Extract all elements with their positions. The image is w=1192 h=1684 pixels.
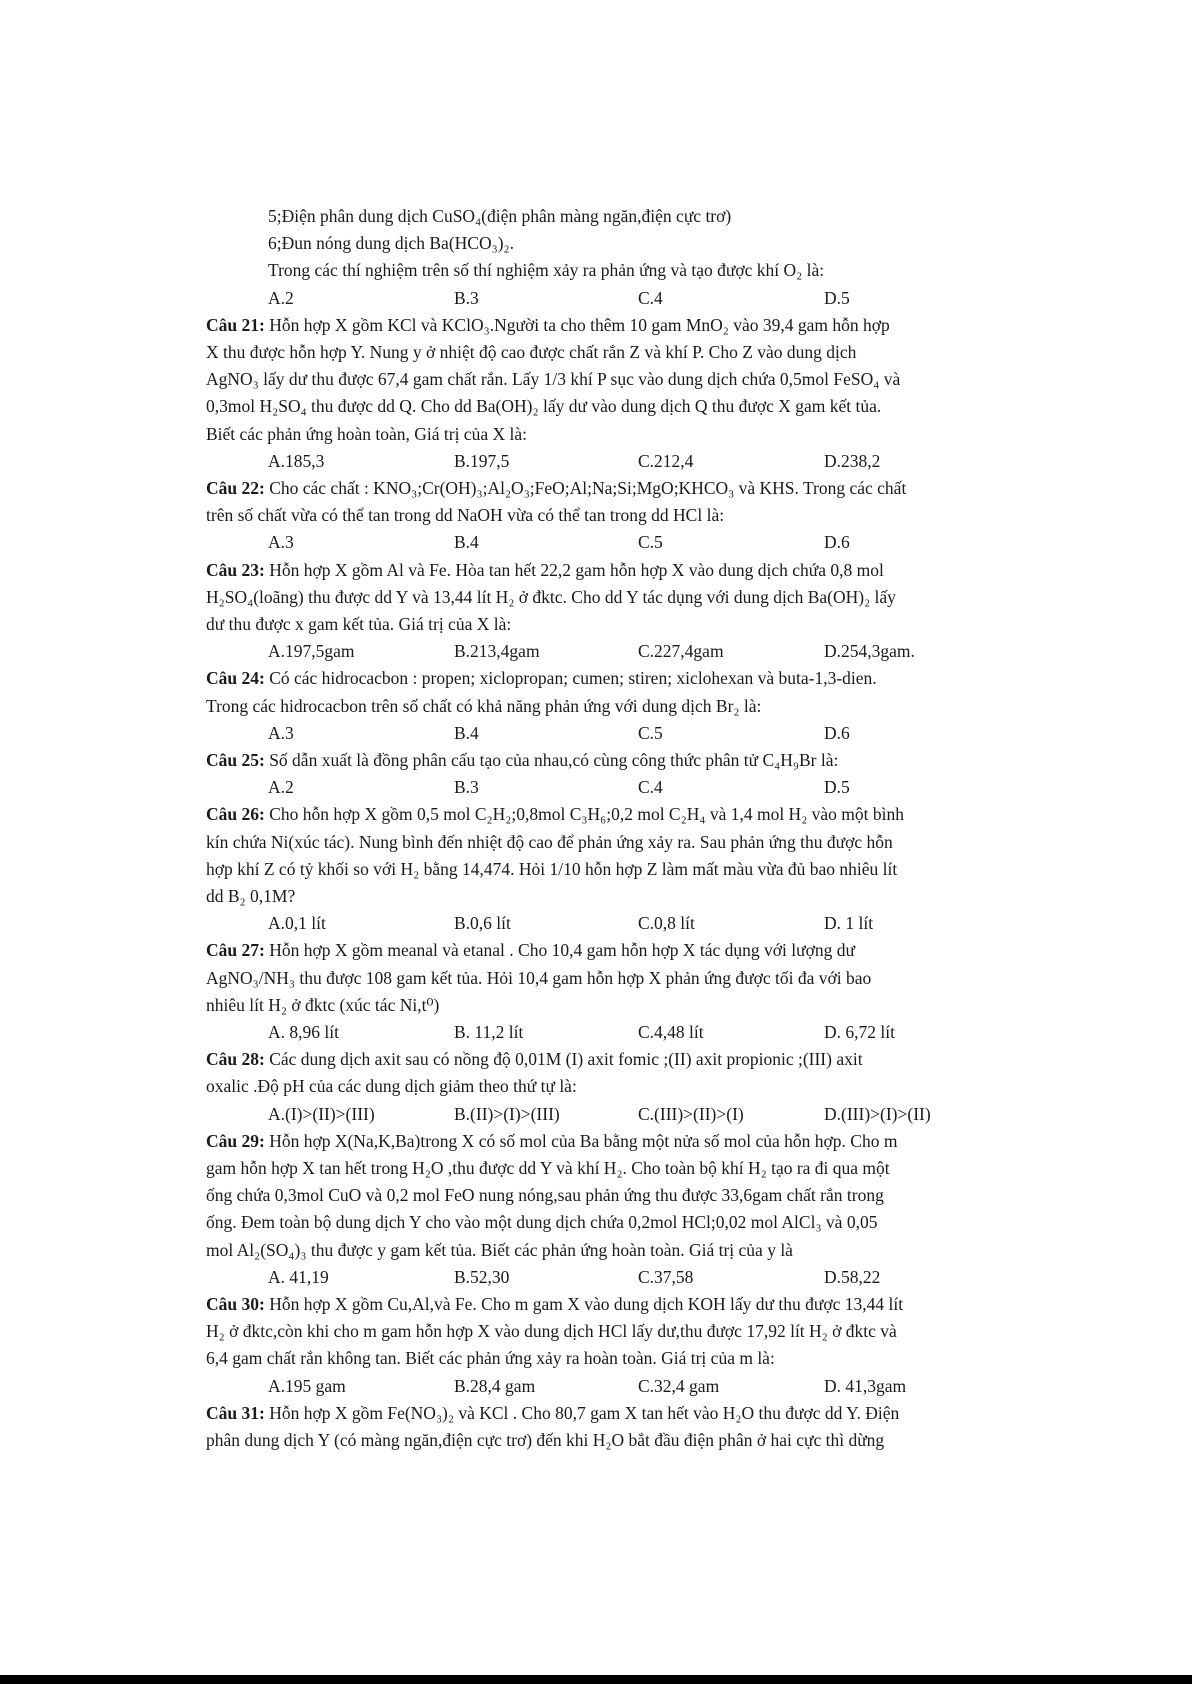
- option-a: A. 41,19: [268, 1266, 329, 1287]
- option-d: D.6: [824, 722, 850, 743]
- question-text: 6,4 gam chất rắn không tan. Biết các phản ứng xảy ra hoàn toàn. Giá trị của m là:: [206, 1348, 775, 1369]
- option-a: A.0,1 lít: [268, 913, 326, 934]
- question-text: Hỗn hợp X gồm Cu,Al,và Fe. Cho m gam X vào dung dịch KOH lấy dư thu được 13,44 lít: [269, 1293, 904, 1314]
- question-label: Câu 26:: [206, 804, 265, 825]
- question-text: Hỗn hợp X gồm Fe(NO₃)₂ và KCl . Cho 80,7 gam X tan hết vào H₂O thu được dd Y. Điện: [269, 1402, 900, 1423]
- question-text: Số dẫn xuất là đồng phân cấu tạo của nhau,có cùng công thức phân tử C₄H₉Br là:: [269, 749, 839, 770]
- option-a: A.3: [268, 532, 294, 553]
- option-d: D.238,2: [824, 450, 881, 471]
- answer-options: [206, 448, 1032, 475]
- question-label: Câu 30:: [206, 1293, 265, 1314]
- question-text: dd B₂ 0,1M?: [206, 885, 296, 906]
- option-a: A. 8,96 lít: [268, 1021, 339, 1042]
- question-text: oxalic .Độ pH của các dung dịch giảm theo thứ tự là:: [206, 1076, 577, 1097]
- question-text: X thu được hỗn hợp Y. Nung y ở nhiệt độ cao được chất rắn Z và khí P. Cho Z vào dung dịch: [206, 342, 857, 362]
- answer-options: [206, 1373, 1032, 1400]
- question-text: Trong các hidrocacbon trên số chất có khả năng phản ứng với dung dịch Br₂ là:: [206, 695, 762, 716]
- option-d: D. 1 lít: [824, 913, 874, 934]
- question-label: Câu 23:: [206, 559, 265, 580]
- question-label: Câu 24:: [206, 668, 265, 689]
- question-label: Câu 25:: [206, 749, 265, 770]
- option-d: D.5: [824, 777, 850, 798]
- question-23: [206, 557, 1032, 584]
- question-text: Có các hidrocacbon : propen; xiclopropan; cumen; stiren; xiclohexan và buta-1,3-dien.: [269, 668, 877, 689]
- question-31: [206, 1400, 1032, 1427]
- option-b: B.0,6 lít: [454, 913, 511, 934]
- option-b: B.4: [454, 532, 479, 553]
- option-b: B.3: [454, 287, 479, 308]
- question-label: Câu 29:: [206, 1130, 265, 1151]
- question-text: dư thu được x gam kết tủa. Giá trị của X là:: [206, 614, 512, 634]
- option-b: B.(II)>(I)>(III): [454, 1103, 560, 1124]
- option-c: C.4: [638, 287, 663, 308]
- question-text: Hỗn hợp X gồm Al và Fe. Hòa tan hết 22,2 gam hỗn hợp X vào dung dịch chứa 0,8 mol: [269, 559, 884, 580]
- question-label: Câu 31:: [206, 1402, 265, 1423]
- question-text: kín chứa Ni(xúc tác). Nung bình đến nhiệt độ cao để phản ứng xảy ra. Sau phản ứng thu được hỗn: [206, 831, 893, 852]
- question-text: nhiêu lít H₂ ở đktc (xúc tác Ni,t⁰): [206, 994, 440, 1015]
- option-c: C.5: [638, 532, 663, 553]
- option-c: C.(III)>(II)>(I): [638, 1103, 744, 1124]
- intro-line: Trong các thí nghiệm trên số thí nghiệm xảy ra phản ứng và tạo được khí O₂ là:: [268, 260, 825, 281]
- document-body: [206, 203, 1032, 1454]
- question-text: phân dung dịch Y (có màng ngăn,điện cực trơ) đến khi H₂O bắt đầu điện phân ở hai cực thì dừng: [206, 1429, 885, 1450]
- question-text: Các dung dịch axit sau có nồng độ 0,01M (I) axit fomic ;(II) axit propionic ;(III) axit: [269, 1049, 863, 1070]
- option-d: D.5: [824, 287, 850, 308]
- answer-options: [206, 720, 1032, 747]
- option-c: C.5: [638, 722, 663, 743]
- option-a: A.3: [268, 722, 294, 743]
- option-a: A.2: [268, 777, 294, 798]
- page-bottom-edge: [0, 1675, 1192, 1684]
- answer-options: [206, 529, 1032, 556]
- question-24: [206, 665, 1032, 692]
- question-text: hợp khí Z có tỷ khối so với H₂ bằng 14,474. Hỏi 1/10 hỗn hợp Z làm mất màu vừa đủ bao nhiêu lít: [206, 858, 898, 879]
- option-a: A.2: [268, 287, 294, 308]
- question-27: [206, 937, 1032, 964]
- question-26: [206, 801, 1032, 828]
- question-label: Câu 28:: [206, 1049, 265, 1070]
- option-c: C.32,4 gam: [638, 1375, 720, 1396]
- option-d: D.(III)>(I)>(II): [824, 1103, 931, 1124]
- question-30: [206, 1291, 1032, 1318]
- answer-options: [206, 1101, 1032, 1128]
- answer-options: [206, 1019, 1032, 1046]
- question-text: Hỗn hợp X gồm meanal và etanal . Cho 10,4 gam hỗn hợp X tác dụng với lượng dư: [269, 940, 855, 961]
- option-b: B.213,4gam: [454, 641, 540, 662]
- option-a: A.197,5gam: [268, 641, 355, 662]
- question-text: Cho các chất : KNO₃;Cr(OH)₃;Al₂O₃;FeO;Al;Na;Si;MgO;KHCO₃ và KHS. Trong các chất: [269, 478, 907, 498]
- option-a: A.185,3: [268, 450, 325, 471]
- question-text: 0,3mol H₂SO₄ thu được dd Q. Cho dd Ba(OH)₂ lấy dư vào dung dịch Q thu được X gam kết tủa.: [206, 396, 882, 417]
- option-d: D. 6,72 lít: [824, 1021, 895, 1042]
- option-b: B. 11,2 lít: [454, 1021, 524, 1042]
- intro-line: 6;Đun nóng dung dịch Ba(HCO₃)₂.: [268, 233, 514, 254]
- question-text: ống chứa 0,3mol CuO và 0,2 mol FeO nung nóng,sau phản ứng thu được 33,6gam chất rắn trong: [206, 1185, 884, 1206]
- option-a: A.(I)>(II)>(III): [268, 1103, 375, 1124]
- question-text: H₂SO₄(loãng) thu được dd Y và 13,44 lít H₂ ở đktc. Cho dd Y tác dụng với dung dịch Ba(OH)₂ lấy: [206, 586, 896, 607]
- question-text: Hỗn hợp X gồm KCl và KClO₃.Người ta cho thêm 10 gam MnO₂ vào 39,4 gam hỗn hợp: [269, 314, 890, 335]
- question-label: Câu 27:: [206, 940, 265, 961]
- answer-options: [206, 1264, 1032, 1291]
- option-b: B.52,30: [454, 1266, 510, 1287]
- question-text: H₂ ở đktc,còn khi cho m gam hỗn hợp X vào dung dịch HCl lấy dư,thu được 17,92 lít H₂ ở đktc và: [206, 1321, 897, 1342]
- option-a: A.195 gam: [268, 1375, 346, 1396]
- answer-options: [206, 774, 1032, 801]
- question-text: ống. Đem toàn bộ dung dịch Y cho vào một dung dịch chứa 0,2mol HCl;0,02 mol AlCl₃ và 0,05: [206, 1212, 878, 1233]
- option-b: B.197,5: [454, 450, 510, 471]
- question-text: AgNO₃/NH₃ thu được 108 gam kết tủa. Hỏi 10,4 gam hỗn hợp X phản ứng được tối đa với bao: [206, 967, 872, 988]
- question-28: [206, 1046, 1032, 1073]
- option-c: C.4: [638, 777, 663, 798]
- question-text: Cho hỗn hợp X gồm 0,5 mol C₂H₂;0,8mol C₃H₆;0,2 mol C₂H₄ và 1,4 mol H₂ vào một bình: [269, 804, 905, 825]
- question-text: Hỗn hợp X(Na,K,Ba)trong X có số mol của Ba bằng một nửa số mol của hỗn hợp. Cho m: [269, 1130, 898, 1151]
- question-text: AgNO₃ lấy dư thu được 67,4 gam chất rắn. Lấy 1/3 khí P sục vào dung dịch chứa 0,5mol FeSO₄ và: [206, 369, 901, 390]
- answer-options: [206, 910, 1032, 937]
- option-c: C.0,8 lít: [638, 913, 695, 934]
- question-22: [206, 475, 1032, 502]
- option-d: D.58,22: [824, 1266, 881, 1287]
- option-b: B.28,4 gam: [454, 1375, 536, 1396]
- question-label: Câu 21:: [206, 314, 265, 335]
- answer-options: [206, 285, 1032, 312]
- option-d: D. 41,3gam: [824, 1375, 907, 1396]
- question-29: [206, 1128, 1032, 1155]
- question-label: Câu 22:: [206, 478, 265, 498]
- option-c: C.227,4gam: [638, 641, 724, 662]
- question-text: gam hỗn hợp X tan hết trong H₂O ,thu được dd Y và khí H₂. Cho toàn bộ khí H₂ tạo ra đi qua một: [206, 1157, 890, 1178]
- question-text: trên số chất vừa có thể tan trong dd NaOH vừa có thể tan trong dd HCl là:: [206, 505, 725, 526]
- option-c: C.212,4: [638, 450, 694, 471]
- option-d: D.254,3gam.: [824, 641, 915, 662]
- option-b: B.3: [454, 777, 479, 798]
- option-c: C.4,48 lít: [638, 1021, 704, 1042]
- option-c: C.37,58: [638, 1266, 694, 1287]
- question-text: Biết các phản ứng hoàn toàn, Giá trị của X là:: [206, 423, 527, 444]
- option-b: B.4: [454, 722, 479, 743]
- question-text: mol Al₂(SO₄)₃ thu được y gam kết tủa. Biết các phản ứng hoàn toàn. Giá trị của y là: [206, 1239, 793, 1260]
- intro-line: 5;Điện phân dung dịch CuSO₄(điện phân màng ngăn,điện cực trơ): [268, 206, 732, 226]
- question-25: [206, 747, 1032, 774]
- option-d: D.6: [824, 532, 850, 553]
- question-21: [206, 312, 1032, 339]
- answer-options: [206, 638, 1032, 665]
